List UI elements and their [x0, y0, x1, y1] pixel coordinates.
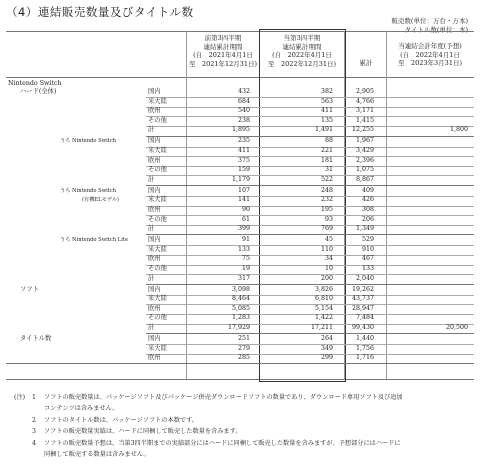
- value-cell: 248: [320, 186, 333, 194]
- region-label: 国内: [148, 186, 161, 194]
- value-cell: 251: [237, 335, 250, 342]
- value-cell: 12,255: [351, 126, 374, 134]
- value-cell: 8,464: [231, 295, 250, 303]
- region-label: その他: [148, 314, 167, 322]
- col-line: (自 2022年4月1日: [272, 51, 332, 59]
- table-top-rule: [6, 31, 474, 32]
- value-cell: 133: [237, 245, 250, 253]
- value-cell: 133: [361, 265, 374, 272]
- value-cell: 232: [320, 196, 333, 204]
- value-cell: 1,283: [231, 314, 250, 322]
- value-cell: 34: [324, 255, 333, 263]
- region-label: その他: [148, 265, 167, 272]
- value-cell: 563: [320, 97, 333, 105]
- note-item: [14, 426, 474, 437]
- note-item: [14, 449, 474, 460]
- region-label: 米大陸: [148, 196, 167, 204]
- region-label: その他: [148, 116, 167, 124]
- note-number: 2: [32, 416, 36, 424]
- region-label: 国内: [148, 88, 161, 95]
- value-cell: 3,171: [355, 107, 374, 115]
- column-header-forecast: [388, 42, 472, 68]
- section-label: うち Nintendo Switch: [60, 138, 117, 145]
- value-cell: 221: [320, 147, 333, 154]
- table-bottom-rule: [6, 379, 474, 380]
- section-rule: [6, 363, 474, 364]
- region-label: 米大陸: [148, 97, 167, 105]
- value-cell: 317: [237, 274, 250, 282]
- value-cell: 399: [237, 225, 250, 233]
- note-number: [32, 403, 44, 414]
- value-cell: 88: [324, 137, 333, 145]
- value-cell: 409: [361, 186, 374, 194]
- value-cell: 99,430: [351, 324, 374, 331]
- value-cell: 200: [320, 274, 333, 282]
- value-cell: 28,947: [351, 304, 374, 312]
- total-label: 計: [148, 324, 155, 331]
- note-item: [14, 392, 474, 403]
- value-cell: 1,716: [355, 354, 374, 362]
- value-cell: 1,967: [355, 137, 374, 145]
- value-cell: 3,826: [314, 285, 333, 293]
- section-label: ハード(全体): [20, 88, 57, 95]
- notes: [14, 392, 474, 460]
- platform-label: Nintendo Switch: [8, 80, 62, 87]
- value-cell: 159: [237, 166, 250, 174]
- region-label: 欧州: [148, 107, 161, 115]
- section-rule: [146, 136, 474, 137]
- value-cell: 1,422: [314, 314, 333, 322]
- note-text: 同梱して販売する数量は含みません。: [44, 451, 150, 459]
- value-cell: 2,905: [355, 88, 374, 95]
- note-number: 3: [32, 428, 36, 436]
- value-cell: 43,737: [351, 295, 374, 303]
- region-label: 米大陸: [148, 245, 167, 253]
- value-cell: 110: [320, 245, 333, 253]
- value-cell: 17,211: [310, 324, 333, 331]
- value-cell: 529: [361, 236, 374, 244]
- value-cell: 411: [320, 107, 333, 115]
- value-cell: 90: [241, 206, 250, 213]
- value-cell: 522: [320, 175, 333, 183]
- column-header-prev: [188, 34, 258, 68]
- value-cell: 1,440: [355, 335, 374, 342]
- value-cell: 19,262: [351, 285, 374, 293]
- value-cell: 195: [320, 206, 333, 213]
- value-cell: 2,396: [355, 156, 374, 164]
- value-cell: 19: [241, 265, 250, 272]
- region-label: 国内: [148, 137, 161, 145]
- region-label: 米大陸: [148, 147, 167, 154]
- value-cell: 4,766: [355, 97, 374, 105]
- value-cell: 1,349: [355, 225, 374, 233]
- value-cell: 264: [320, 335, 333, 342]
- note-text: コンテンツは含みません。: [44, 405, 119, 413]
- value-cell: 540: [237, 107, 250, 115]
- section-rule: [146, 234, 474, 235]
- value-cell: 308: [361, 206, 374, 213]
- value-cell: 45: [324, 236, 333, 244]
- col-line: 前第3四半期: [204, 34, 242, 42]
- value-cell: 1,075: [355, 166, 374, 174]
- value-cell: 107: [237, 186, 250, 194]
- value-cell: 1,756: [355, 344, 374, 352]
- unit-note-line: 販売数(単位：万台・万本): [391, 17, 468, 25]
- value-cell: 17,929: [227, 324, 250, 331]
- value-cell: 5,085: [231, 304, 250, 312]
- unit-note-line: タイトル数(単位：本): [404, 26, 468, 34]
- notes-list: [14, 392, 474, 460]
- region-label: 米大陸: [148, 344, 167, 352]
- value-cell: 2,040: [355, 274, 374, 282]
- value-cell: 1,491: [314, 126, 333, 134]
- note-key: [14, 438, 32, 449]
- section-label: うち Nintendo Switch: [60, 187, 117, 194]
- col-line: 至 2022年12月31日): [267, 59, 337, 68]
- value-cell: 8,867: [355, 175, 374, 183]
- value-cell: 238: [237, 116, 250, 124]
- note-key: [14, 403, 32, 414]
- value-cell: 91: [241, 236, 250, 244]
- region-label: 欧州: [148, 156, 161, 164]
- value-cell: 1,415: [355, 116, 374, 124]
- section-rule: [146, 185, 474, 186]
- col-line: 連結累計期間: [282, 42, 322, 51]
- note-number: [32, 449, 44, 460]
- note-text: ソフトの販売数量予想は、当第3四半期までの実績部分にはハードに同梱して販売した数量を含みますが、予想部分にはハードに: [44, 439, 401, 447]
- section-title: （4）連結販売数量及びタイトル数: [6, 5, 194, 19]
- col-line: 当連結会計年度(予想): [398, 42, 462, 50]
- note-item: [14, 438, 474, 449]
- value-cell: 382: [320, 88, 333, 95]
- note-key: (注): [14, 394, 26, 401]
- total-label: 計: [148, 274, 155, 282]
- value-cell: 684: [237, 97, 250, 105]
- value-cell: 93: [324, 215, 333, 223]
- section-label: うち Nintendo Switch Lite: [60, 237, 129, 244]
- col-line: 当第3四半期: [283, 34, 321, 42]
- note-item: [14, 415, 474, 426]
- header-rule: [6, 77, 474, 78]
- col-line: 至 2023年3月31日): [398, 59, 462, 67]
- region-label: 欧州: [148, 255, 161, 263]
- total-label: 計: [148, 175, 155, 183]
- value-cell: 432: [237, 88, 250, 95]
- value-cell: 1,800: [449, 126, 468, 134]
- value-cell: 5,154: [314, 304, 333, 312]
- note-text: ソフトの販売数量実績は、ハードに同梱して販売した数量を含みます。: [44, 428, 242, 436]
- region-label: 欧州: [148, 304, 161, 312]
- value-cell: 181: [320, 156, 333, 164]
- section-label: ソフト: [20, 285, 39, 293]
- region-label: その他: [148, 166, 167, 174]
- value-cell: 279: [237, 344, 250, 352]
- value-cell: 411: [237, 147, 250, 154]
- value-cell: 1,895: [231, 126, 250, 134]
- value-cell: 1,179: [231, 175, 250, 183]
- unit-note: [391, 17, 468, 35]
- col-line: 連結累計期間: [203, 42, 243, 51]
- value-cell: 75: [241, 255, 250, 263]
- value-cell: 299: [320, 354, 333, 362]
- col-line: (自 2022年4月1日: [400, 50, 460, 59]
- total-label: 計: [148, 225, 155, 233]
- region-label: その他: [148, 215, 167, 223]
- value-cell: 375: [237, 156, 250, 164]
- value-cell: 6,810: [314, 295, 333, 303]
- value-cell: 426: [361, 196, 374, 204]
- region-label: 国内: [148, 236, 161, 244]
- region-label: 国内: [148, 285, 161, 293]
- value-cell: 285: [237, 354, 250, 362]
- value-cell: 910: [361, 245, 374, 253]
- region-label: 米大陸: [148, 295, 167, 303]
- section-rule: [146, 284, 474, 285]
- value-cell: 206: [361, 215, 374, 223]
- value-cell: 31: [324, 166, 333, 174]
- total-label: 計: [148, 126, 155, 134]
- col-line: (自 2021年4月1日: [193, 51, 253, 59]
- note-text: ソフトのタイトル数は、パッケージソフトの本数です。: [44, 416, 198, 424]
- col-line: 至 2021年12月31日): [188, 59, 258, 68]
- note-item: [14, 403, 474, 414]
- region-label: 欧州: [148, 206, 161, 213]
- note-number: 4: [32, 439, 36, 447]
- section-rule: [146, 333, 474, 334]
- value-cell: 349: [320, 344, 333, 352]
- region-label: 欧州: [148, 354, 161, 362]
- value-cell: 467: [361, 255, 374, 263]
- value-cell: 20,500: [445, 324, 468, 331]
- region-label: 国内: [148, 335, 161, 342]
- value-cell: 61: [241, 215, 250, 223]
- value-cell: 135: [320, 116, 333, 124]
- note-key: [14, 426, 32, 437]
- note-key: [14, 449, 32, 460]
- value-cell: 235: [237, 137, 250, 145]
- section-sublabel: (有機ELモデル): [82, 196, 119, 203]
- note-key: [14, 415, 32, 426]
- section-label: タイトル数: [20, 335, 52, 342]
- value-cell: 141: [237, 196, 250, 204]
- value-cell: 10: [324, 265, 333, 272]
- value-cell: 769: [320, 225, 333, 233]
- column-header-cumulative: 累計: [359, 59, 373, 67]
- value-cell: 3,098: [231, 285, 250, 293]
- value-cell: 3,429: [355, 147, 374, 154]
- note-number: 1: [32, 394, 36, 401]
- note-text: ソフトの販売数量は、パッケージソフト及びパッケージ併売ダウンロードソフトの数量であり、ダウンロード専用ソフト及び追加: [44, 394, 403, 401]
- value-cell: 7,484: [355, 314, 374, 322]
